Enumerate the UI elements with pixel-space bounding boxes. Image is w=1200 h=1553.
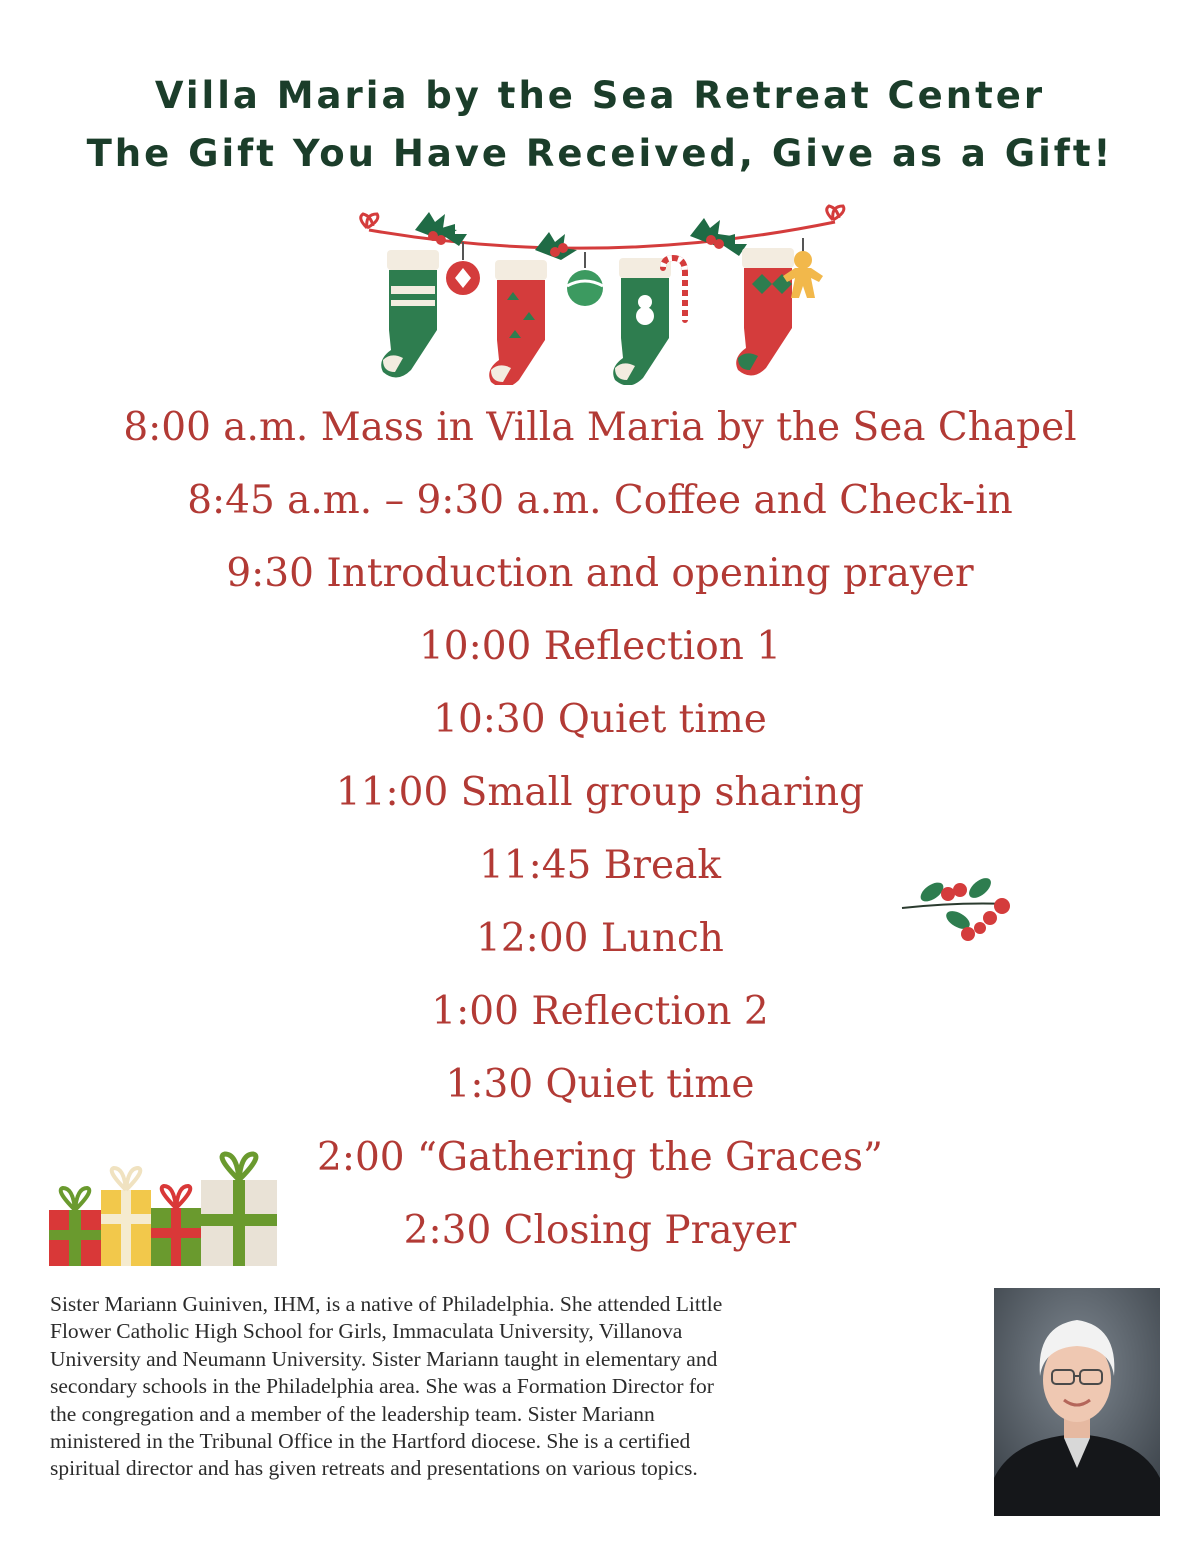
bio-line: University and Neumann University. Sister Mariann taught in elementary and <box>50 1346 718 1371</box>
bio-line: the congregation and a member of the leadership team. Sister Mariann <box>50 1401 655 1426</box>
christmas-stockings-garland-icon <box>355 200 850 385</box>
schedule-item: 10:00 Reflection 1 <box>418 624 782 669</box>
bio-line: Flower Catholic High School for Girls, Immaculata University, Villanova <box>50 1319 683 1344</box>
schedule-item: 11:45 Break <box>478 843 722 888</box>
bio-line: spiritual director and has given retreats and presentations on various topics. <box>50 1456 698 1481</box>
schedule-item: 8:45 a.m. – 9:30 a.m. Coffee and Check-in <box>187 478 1013 523</box>
page-subtitle: The Gift You Have Received, Give as a Gift! <box>86 132 1114 175</box>
bio-line: secondary schools in the Philadelphia area. She was a Formation Director for <box>50 1374 714 1399</box>
schedule-item: 11:00 Small group sharing <box>335 770 865 815</box>
schedule-item: 9:30 Introduction and opening prayer <box>226 551 974 596</box>
schedule-item: 2:30 Closing Prayer <box>403 1208 797 1253</box>
schedule-item: 8:00 a.m. Mass in Villa Maria by the Sea Chapel <box>123 405 1077 450</box>
portrait-photo <box>994 1288 1160 1516</box>
holly-berry-sprig-icon <box>898 872 1018 942</box>
gift-boxes-icon <box>45 1150 280 1268</box>
schedule-item: 1:30 Quiet time <box>445 1062 755 1107</box>
page-title: Villa Maria by the Sea Retreat Center <box>154 74 1046 117</box>
bio-line: ministered in the Tribunal Office in the Hartford diocese. She is a certified <box>50 1429 691 1454</box>
schedule-item: 12:00 Lunch <box>476 916 724 961</box>
schedule-item: 2:00 “Gathering the Graces” <box>317 1135 883 1180</box>
speaker-bio <box>50 1291 990 1483</box>
schedule-item: 1:00 Reflection 2 <box>431 989 769 1034</box>
schedule-item: 10:30 Quiet time <box>433 697 767 742</box>
bio-line: Sister Mariann Guiniven, IHM, is a native of Philadelphia. She attended Little <box>50 1292 723 1316</box>
